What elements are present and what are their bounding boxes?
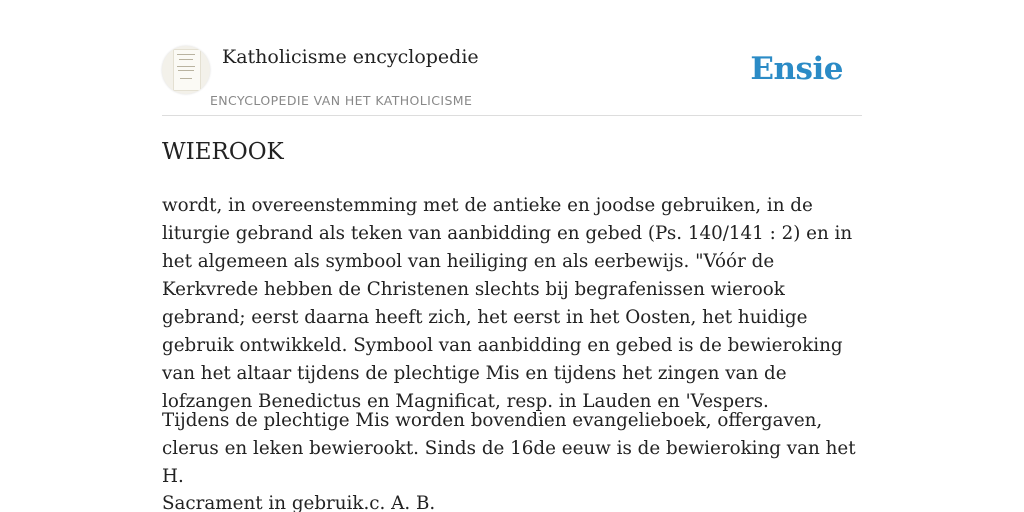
book-subtitle: ENCYCLOPEDIE VAN HET KATHOLICISME <box>210 93 473 108</box>
cover-line <box>177 54 195 55</box>
page <box>162 0 862 512</box>
cover-line <box>179 59 193 60</box>
article-paragraph: wordt, in overeenstemming met de antieke en joodse gebruiken, in de liturgie gebrand als teken van aanbidding en gebed (Ps. 140/141 : 2) en in het algemeen als symbool van heiliging en als eerbewijs. "Vóór de Kerkvrede hebben de Christenen slechts bij begrafenissen wierook gebrand; eerst daarna heeft zich, het eerst in het Oosten, het huidige gebruik ontwikkeld. Symbool van aanbidding en gebed is de bewieroking van het altaar tijdens de plechtige Mis en tijdens het zingen van de lofzangen Benedictus en Magnificat, resp. in Lauden en 'Vespers. <box>162 195 853 412</box>
article-headword: WIEROOK <box>162 139 284 165</box>
cover-line <box>178 70 194 71</box>
article-paragraph: Sacrament in gebruik.c. A. B. <box>162 493 436 512</box>
book-cover-thumbnail[interactable] <box>162 46 210 94</box>
book-title[interactable]: Katholicisme encyclopedie <box>222 46 479 68</box>
cover-line <box>177 66 195 67</box>
cover-line <box>180 78 192 79</box>
ensie-logo[interactable]: Ensie <box>750 51 843 87</box>
header <box>162 0 862 116</box>
article-paragraph: Tijdens de plechtige Mis worden bovendien evangelieboek, offergaven, clerus en leken bewierookt. Sinds de 16de eeuw is de bewieroking van het H. <box>162 410 856 487</box>
